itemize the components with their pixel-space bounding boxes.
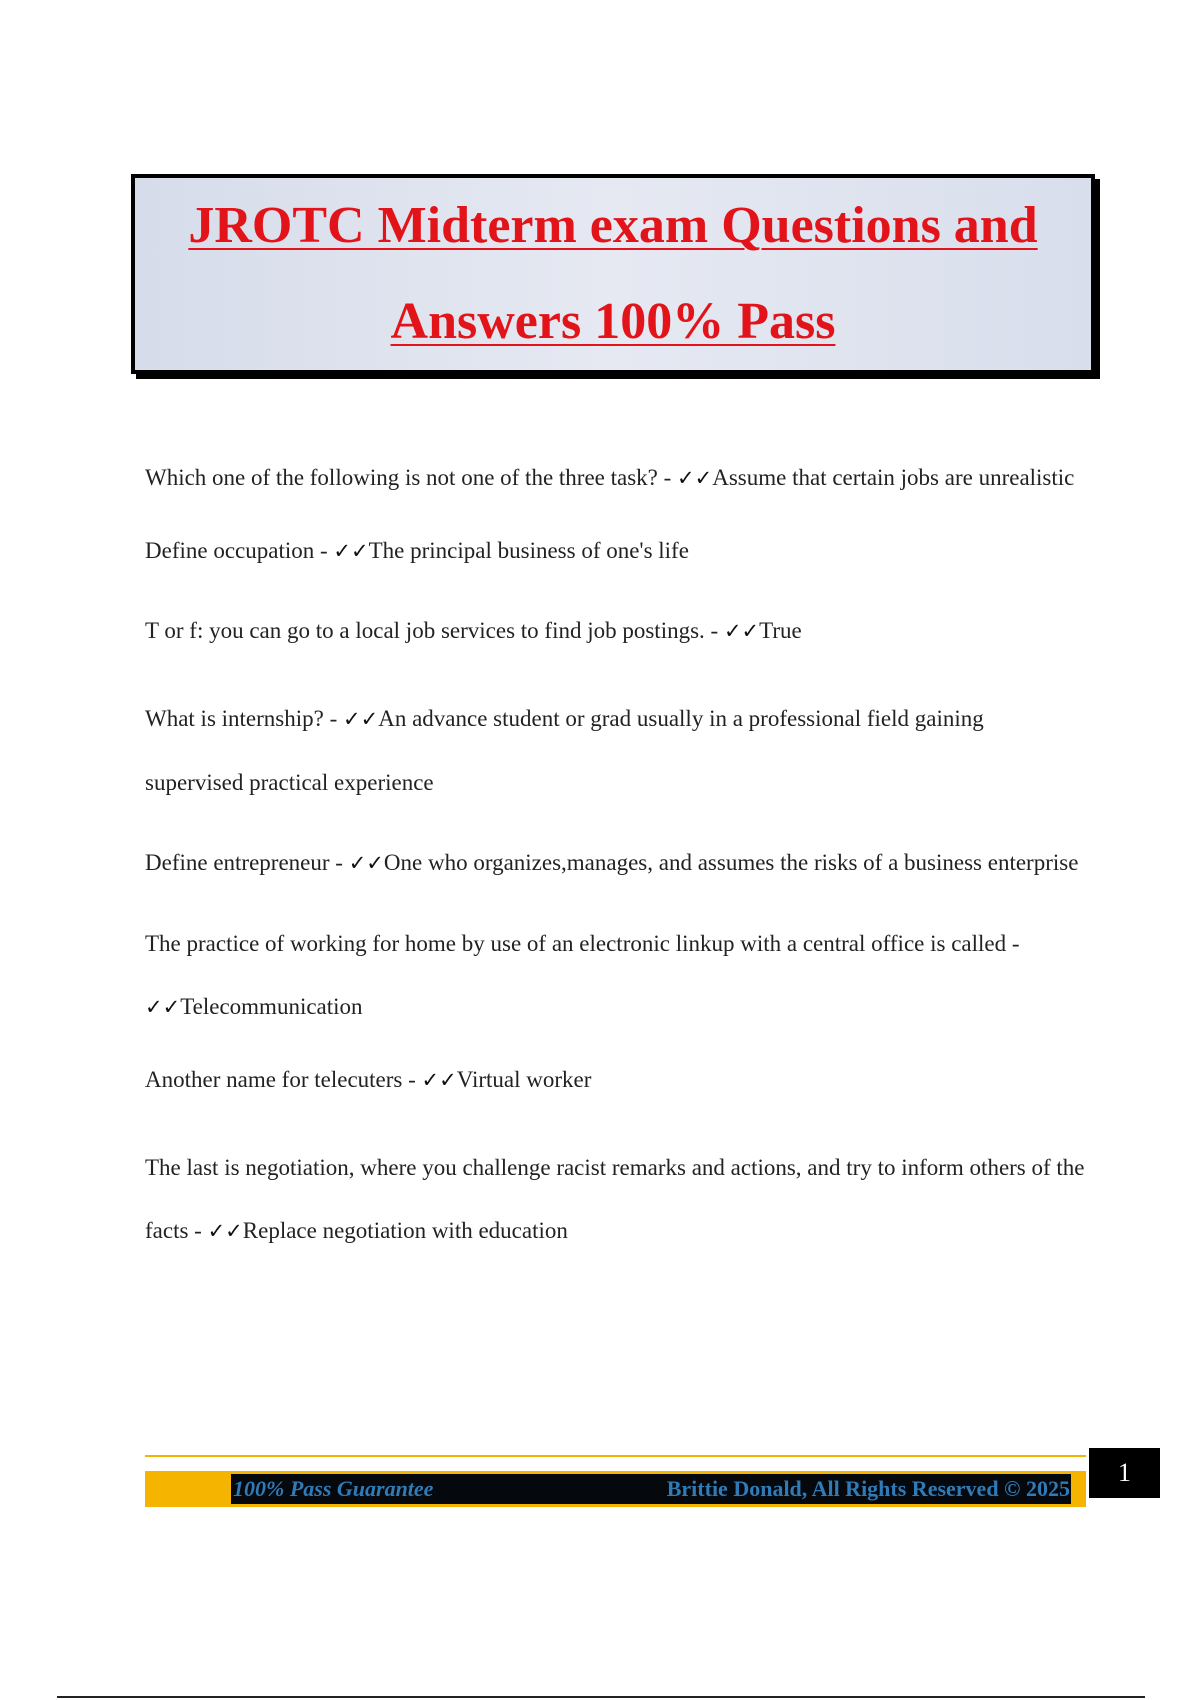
qa-item — [145, 1136, 1085, 1263]
qa-item — [145, 1056, 1085, 1104]
double-check-icon: ✓✓ — [677, 466, 713, 490]
qa-item — [145, 912, 1085, 1039]
qa-question: Define entrepreneur - — [145, 850, 349, 875]
qa-question: T or f: you can go to a local job services to find job postings. - — [145, 618, 724, 643]
qa-answer: One who organizes,manages, and assumes the risks of a business enterprise — [383, 850, 1079, 875]
double-check-icon: ✓✓ — [723, 619, 760, 643]
qa-item — [145, 831, 1085, 895]
double-check-icon: ✓✓ — [145, 995, 181, 1019]
footer-bar — [145, 1471, 1086, 1507]
title-box — [131, 174, 1095, 374]
double-check-icon: ✓✓ — [343, 707, 379, 731]
qa-list — [145, 446, 1085, 1280]
double-check-icon: ✓✓ — [333, 539, 369, 563]
qa-answer: Virtual worker — [456, 1067, 592, 1092]
qa-item — [145, 687, 1085, 814]
qa-answer: Telecommunication — [180, 994, 363, 1019]
footer-guarantee-text: 100% Pass Guarantee — [233, 1476, 434, 1501]
page-footer — [145, 1455, 1086, 1507]
qa-question: Define occupation - — [145, 538, 334, 563]
qa-question: The practice of working for home by use of an electronic linkup with a central office is called - — [145, 931, 1020, 956]
qa-item — [145, 527, 1085, 575]
qa-answer: The principal business of one's life — [368, 538, 689, 563]
page-bottom-rule — [57, 1696, 1145, 1698]
qa-item — [145, 446, 1085, 510]
double-check-icon: ✓✓ — [348, 851, 384, 875]
qa-item — [145, 607, 1085, 655]
qa-question: The last is negotiation, where you challenge racist remarks and actions, and try to inform others of the facts - — [145, 1155, 1085, 1243]
footer-copyright-text: Brittie Donald, All Rights Reserved © 2025 — [666, 1476, 1070, 1501]
document-title-line-1: JROTC Midterm exam Questions and — [188, 197, 1038, 254]
page-number: 1 — [1089, 1448, 1160, 1498]
qa-answer: True — [759, 618, 802, 643]
double-check-icon: ✓✓ — [421, 1068, 457, 1092]
document-title-line-2: Answers 100% Pass — [390, 293, 836, 350]
qa-question: Another name for telecuters - — [145, 1067, 422, 1092]
footer-divider — [145, 1455, 1086, 1457]
qa-question: Which one of the following is not one of the three task? - — [145, 465, 678, 490]
double-check-icon: ✓✓ — [207, 1219, 243, 1243]
qa-answer: Replace negotiation with education — [242, 1218, 568, 1243]
qa-answer: Assume that certain jobs are unrealistic — [712, 465, 1075, 490]
qa-question: What is internship? - — [145, 706, 344, 731]
qa-answer: An advance student or grad usually in a professional field gaining supervised practical experience — [145, 706, 984, 795]
